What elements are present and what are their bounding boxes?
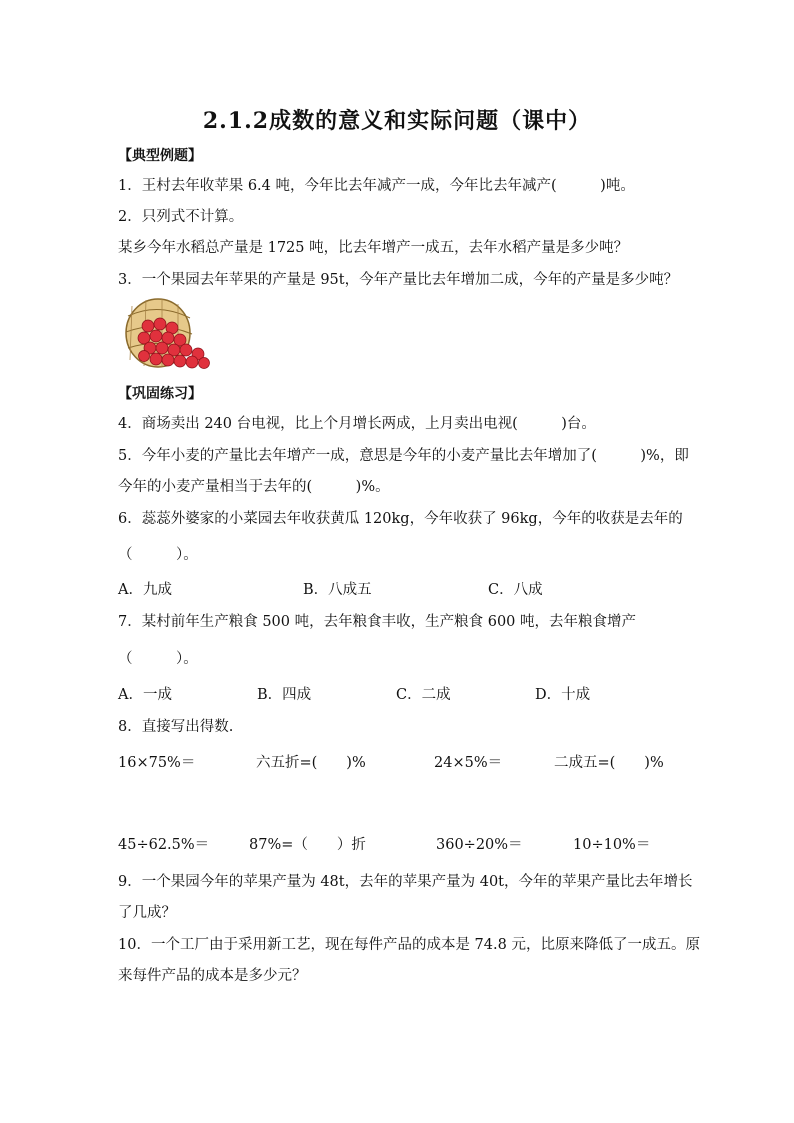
section-examples-heading: 【典型例题】 [118, 148, 202, 164]
question-1: 1．王村去年收苹果 6.4 吨，今年比去年减产一成，今年比去年减产( )吨。 [118, 178, 635, 194]
question-8: 8．直接写出得数. [118, 719, 234, 735]
question-7-option-c: C．二成 [396, 687, 451, 703]
calc-item: 16×75%＝ [118, 755, 196, 771]
question-3: 3．一个果园去年苹果的产量是 95t，今年产量比去年增加二成，今年的产量是多少吨？ [118, 272, 679, 288]
question-9-line-1: 9．一个果园今年的苹果产量为 48t，去年的苹果产量为 40t，今年的苹果产量比去年增长 [118, 874, 693, 890]
question-6-option-b: B．八成五 [303, 582, 372, 598]
calc-item: 10÷10%＝ [573, 837, 651, 853]
question-7-line-1: 7．某村前年生产粮食 500 吨，去年粮食丰收，生产粮食 600 吨，去年粮食增产 [118, 614, 637, 630]
calc-item: 87%=（ ）折 [249, 837, 366, 853]
question-2-body: 某乡今年水稻总产量是 1725 吨，比去年增产一成五，去年水稻产量是多少吨？ [118, 240, 629, 256]
question-4: 4．商场卖出 240 台电视，比上个月增长两成，上月卖出电视( )台。 [118, 416, 596, 432]
calc-item: 45÷62.5%＝ [118, 837, 210, 853]
calc-item: 24×5%＝ [434, 755, 503, 771]
question-5-line-1: 5．今年小麦的产量比去年增产一成，意思是今年的小麦产量比去年增加了( )%，即 [118, 448, 689, 464]
apple-basket-image [118, 296, 214, 370]
question-2: 2．只列式不计算。 [118, 209, 244, 225]
question-7-option-a: A．一成 [118, 687, 172, 703]
question-10-line-1: 10．一个工厂由于采用新工艺，现在每件产品的成本是 74.8 元，比原来降低了一成五。原 [118, 937, 700, 953]
question-7-option-d: D．十成 [535, 687, 591, 703]
question-6-option-a: A．九成 [118, 582, 172, 598]
question-6-line-2: （ ）。 [118, 547, 198, 563]
calc-item: 六五折=( )% [256, 755, 366, 771]
question-5-line-2: 今年的小麦产量相当于去年的( )%。 [118, 479, 390, 495]
section-practice-heading: 【巩固练习】 [118, 386, 202, 402]
question-9-line-2: 了几成？ [118, 905, 176, 921]
question-7-option-b: B．四成 [257, 687, 312, 703]
question-10-line-2: 来每件产品的成本是多少元？ [118, 968, 307, 984]
question-6-option-c: C．八成 [488, 582, 543, 598]
calc-item: 360÷20%＝ [436, 837, 523, 853]
page-title: 2.1.2成数的意义和实际问题（课中） [202, 108, 592, 134]
question-7-line-2: （ ）。 [118, 651, 198, 667]
calc-item: 二成五=( )% [554, 755, 664, 771]
question-6-line-1: 6．蕊蕊外婆家的小菜园去年收获黄瓜 120kg，今年收获了 96kg，今年的收获是去年的 [118, 511, 683, 527]
